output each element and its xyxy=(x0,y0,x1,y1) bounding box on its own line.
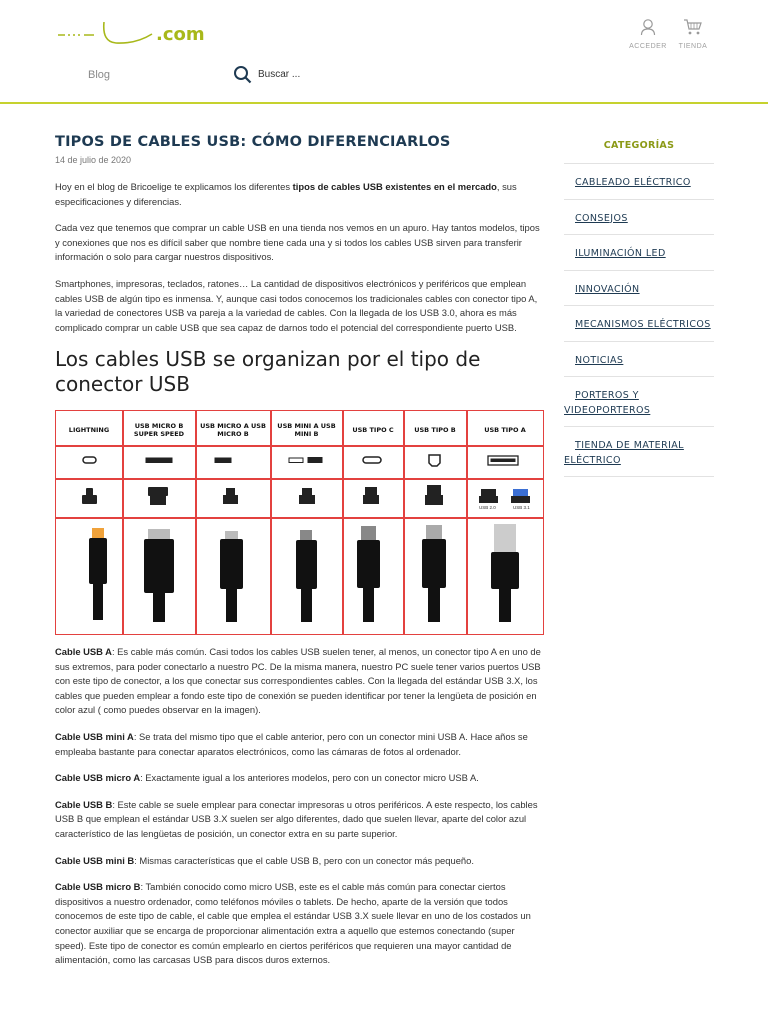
sidebar-item-noticias[interactable] xyxy=(564,342,714,378)
text-span: Hoy en el blog de Bricoelige te explicamos los diferentes xyxy=(55,181,293,192)
text-span: : Es cable más común. Casi todos los cables USB suelen tener, al menos, un conector tipo A en uno de sus extremos, para poder conectarlo a nuestro PC. De la misma manera, nuestro PC suele tener varios puertos USB con este tipo de conector, a los que conectar sus correspondientes cables. Con la llegada del estándar USB 3.X, los cables que pueden emplear a fondo este tipo de conexión se pueden identificar por tener la lengüeta de posición en color azul ( como puedes observar en la imagen). xyxy=(55,646,541,716)
article xyxy=(55,134,545,396)
sidebar-title: CATEGORÍAS xyxy=(603,140,675,151)
user-icon xyxy=(640,18,656,36)
sidebar-item-label[interactable]: PORTEROS Y VIDEOPORTEROS xyxy=(564,390,651,416)
table-header: USB MINI A USB MINI B xyxy=(277,421,336,438)
bold-text: Cable USB mini B xyxy=(55,854,135,866)
plug-row xyxy=(82,485,530,505)
tienda-link[interactable] xyxy=(673,18,713,50)
text-span: : Mismas características que el cable USB B, pero con un conector más pequeño. xyxy=(134,854,474,866)
table-header: USB MICRO A USB MICRO B xyxy=(200,421,266,438)
nav-blog[interactable]: Blog xyxy=(88,69,111,81)
article-paragraph: Cada vez que tenemos que comprar un cable USB en una tienda nos vemos en un apuro. Hay tantos modelos, tipos y conexiones que nos es difícil saber que nombre tiene cada una y si todos los cables USB sirven para transferir información o solo para cargar nuestros dispositivos. xyxy=(55,222,540,263)
tienda-label: TIENDA xyxy=(678,43,708,50)
cart-icon xyxy=(683,18,703,36)
sidebar-item-consejos[interactable] xyxy=(564,200,714,236)
article-paragraph: Smartphones, impresoras, teclados, ratones… La cantidad de dispositivos electrónicos y periféricos que emplean cables USB de algún tipo es inmensa. Y, aunque casi todos conocemos los tradicionales cables con conector tipo A, la variedad de conectores USB va pareja a la variedad de cables. Con la llegada de los USB 3.0, ahora es más complicado comprar un cable USB que sea capaz de darnos todo el potencial del correspondiente puerto USB. xyxy=(55,277,538,333)
connector-illustrations xyxy=(56,411,543,634)
usb-connector-table xyxy=(55,410,544,635)
section-usb-mini-b xyxy=(55,854,545,869)
logo-graphic xyxy=(56,22,156,52)
article-title: TIPOS DE CABLES USB: CÓMO DIFERENCIARLOS xyxy=(55,134,451,150)
table-header: USB TIPO A xyxy=(484,425,526,434)
table-header: USB TIPO C xyxy=(352,425,394,434)
search-icon[interactable] xyxy=(233,65,252,84)
port-row xyxy=(83,455,518,466)
sidebar-item-iluminacion[interactable] xyxy=(564,235,714,271)
acceder-link[interactable] xyxy=(628,18,668,50)
sidebar-item-porteros[interactable] xyxy=(564,377,714,427)
section-usb-b xyxy=(55,798,545,842)
bold-text: Cable USB micro B xyxy=(55,881,141,893)
bold-text: Cable USB micro A xyxy=(55,772,141,784)
table-header: USB MICRO B SUPER SPEED xyxy=(133,421,185,438)
logo-suffix: .com xyxy=(156,24,205,45)
section-usb-micro-b xyxy=(55,880,545,968)
cable-row xyxy=(89,524,519,622)
text-span: , sus especificaciones y diferencias. xyxy=(55,181,517,207)
table-header: LIGHTNING xyxy=(68,425,110,434)
sidebar-item-label[interactable]: ILUMINACIÓN LED xyxy=(575,248,666,259)
table-header: USB TIPO B xyxy=(414,425,456,434)
bold-text: Cable USB B xyxy=(55,798,113,810)
sidebar-item-cableado[interactable] xyxy=(564,163,714,200)
sidebar-item-innovacion[interactable] xyxy=(564,271,714,307)
text-span: : También conocido como micro USB, este es el cable más común para conectar ciertos dispositivos a nuestro ordenador, como teléfonos móviles o tablets. De hecho, aparte de la versión que todos conocemos de este tipo de cable, el cable que emplea el estándar USB 3.X suele llevar en uno de los costados un conector auxiliar que se encarga de proporcionar alimentación extra a aquello que estemos conectando (super speed). Este tipo de conector es común emplearlo en ciertos periféricos que requieren una mayor cantidad de alimentación, como las carcasas USB para discos duros externos. xyxy=(55,881,531,966)
site-header xyxy=(0,0,768,104)
sidebar-item-label[interactable]: TIENDA DE MATERIAL ELÉCTRICO xyxy=(564,440,684,466)
usb20-label: USB 2.0 xyxy=(479,505,496,510)
sidebar-item-label[interactable]: NOTICIAS xyxy=(575,354,624,366)
sidebar-item-mecanismos[interactable] xyxy=(564,306,714,342)
sidebar-item-label[interactable]: INNOVACIÓN xyxy=(575,283,640,295)
bold-text: tipos de cables USB existentes en el mercado xyxy=(292,181,497,192)
text-span: : Este cable se suele emplear para conectar impresoras u otros periféricos. A este respecto, los cables USB B que emplean el estándar USB 3.X suelen ser algo diferentes, dado que suelen llevar, aparte del color azul característico de las lengüetas de posición, un conector extra en su parte superior. xyxy=(55,798,538,839)
acceder-label: ACCEDER xyxy=(629,43,667,50)
text-span: : Se trata del mismo tipo que el cable anterior, pero con un conector mini USB A. Hace años se empleaba bastante para conectar aparatos electrónicos, como las cámaras de fotos al ordenador. xyxy=(55,730,528,757)
article-paragraph xyxy=(55,180,545,209)
categories-sidebar xyxy=(564,140,714,477)
sidebar-item-label[interactable]: MECANISMOS ELÉCTRICOS xyxy=(575,319,711,330)
site-logo[interactable] xyxy=(56,22,206,52)
sidebar-item-label[interactable]: CONSEJOS xyxy=(575,212,628,224)
usb31-label: USB 3.1 xyxy=(513,505,530,510)
bold-text: Cable USB A xyxy=(55,646,112,657)
article-body xyxy=(55,645,545,968)
search-bar[interactable] xyxy=(233,65,300,84)
text-span: : Exactamente igual a los anteriores modelos, pero con un conector micro USB A. xyxy=(140,772,479,784)
section-usb-mini-a xyxy=(55,730,545,759)
sidebar-item-tienda[interactable] xyxy=(564,427,714,477)
section-usb-a xyxy=(55,645,545,718)
article-date: 14 de julio de 2020 xyxy=(55,155,132,165)
section-usb-micro-a xyxy=(55,771,545,786)
sidebar-item-label[interactable]: CABLEADO ELÉCTRICO xyxy=(575,177,691,188)
article-subheading: Los cables USB se organizan por el tipo de conector USB xyxy=(55,347,481,396)
search-input[interactable]: Buscar ... xyxy=(258,69,301,80)
bold-text: Cable USB mini A xyxy=(55,730,134,742)
